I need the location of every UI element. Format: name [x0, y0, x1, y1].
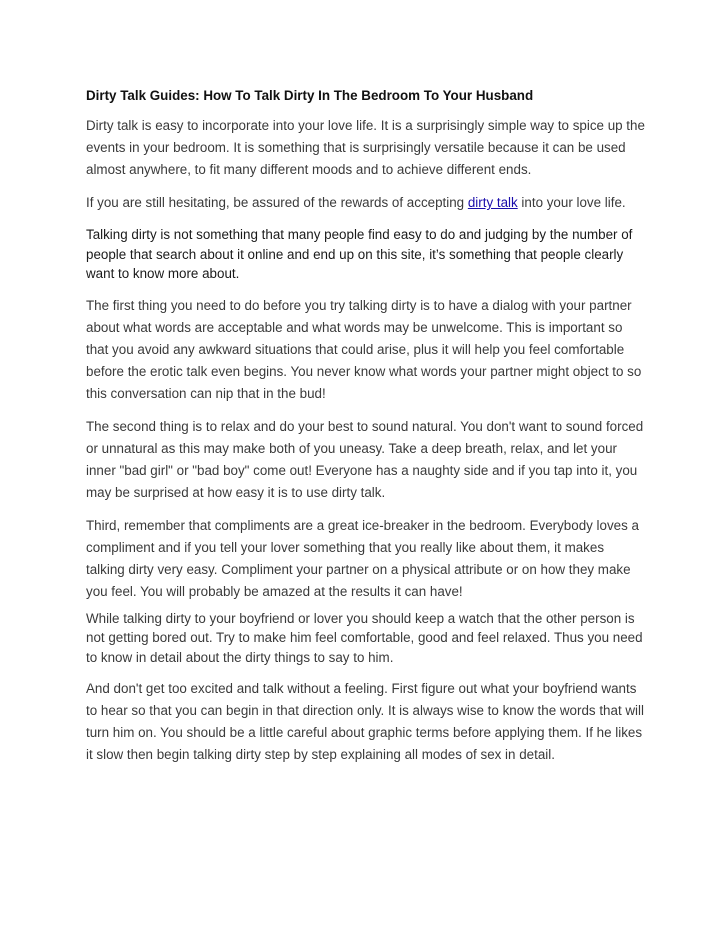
paragraph-rewards-text-before: If you are still hesitating, be assured of the rewards of accepting [86, 195, 468, 210]
paragraph-intro: Dirty talk is easy to incorporate into your love life. It is a surprisingly simple way to spice up the events in your bedroom. It is something that is surprisingly versatile because it can be used almost anywhere, to fit many different moods and to achieve different ends. [86, 118, 645, 177]
paragraph-boyfriend-watch: While talking dirty to your boyfriend or lover you should keep a watch that the other person is not getting bored out. Try to make him feel comfortable, good and feel relaxed. Thus you need to know in detail about the dirty things to say to him. [86, 610, 643, 665]
paragraph-talking-dirty: Talking dirty is not something that many people find easy to do and judging by the number of people that search about it online and end up on this site, it’s something that people clearly want to know more about. [86, 227, 633, 281]
paragraph-first-thing: The first thing you need to do before you try talking dirty is to have a dialog with your partner about what words are acceptable and what words may be unwelcome. This is important so that you avoid any awkward situations that could arise, plus it will help you feel comfortable before the erotic talk even begins. You never know what words your partner might object to so this conversation can nip that in the bud! [86, 297, 642, 401]
paragraph-rewards-text-after: into your love life. [517, 195, 626, 210]
document-title: Dirty Talk Guides: How To Talk Dirty In The Bedroom To Your Husband [86, 88, 534, 103]
paragraph-third-compliments: Third, remember that compliments are a great ice-breaker in the bedroom. Everybody loves a compliment and if you tell your lover something that you really like about them, it makes talking dirty very easy. Compliment your partner on a physical attribute or on how they make you feel. You will probably be amazed at the results it can have! [86, 517, 639, 599]
paragraph-second-thing: The second thing is to relax and do your best to sound natural. You don't want to sound forced or unnatural as this may make both of you uneasy. Take a deep breath, relax, and let your inner "bad girl" or "bad boy" come out! Everyone has a naughty side and if you tap into it, you may be surprised at how easy it is to use dirty talk. [86, 418, 644, 500]
paragraph-excited: And don't get too excited and talk without a feeling. First figure out what your boyfriend wants to hear so that you can begin in that direction only. It is always wise to know the words that will turn him on. You should be a little careful about graphic terms before applying them. If he likes it slow then begin talking dirty step by step explaining all modes of sex in detail. [86, 681, 644, 762]
document-page [86, 86, 646, 777]
dirty-talk-link[interactable]: dirty talk [467, 195, 518, 210]
paragraph-rewards [86, 192, 646, 214]
